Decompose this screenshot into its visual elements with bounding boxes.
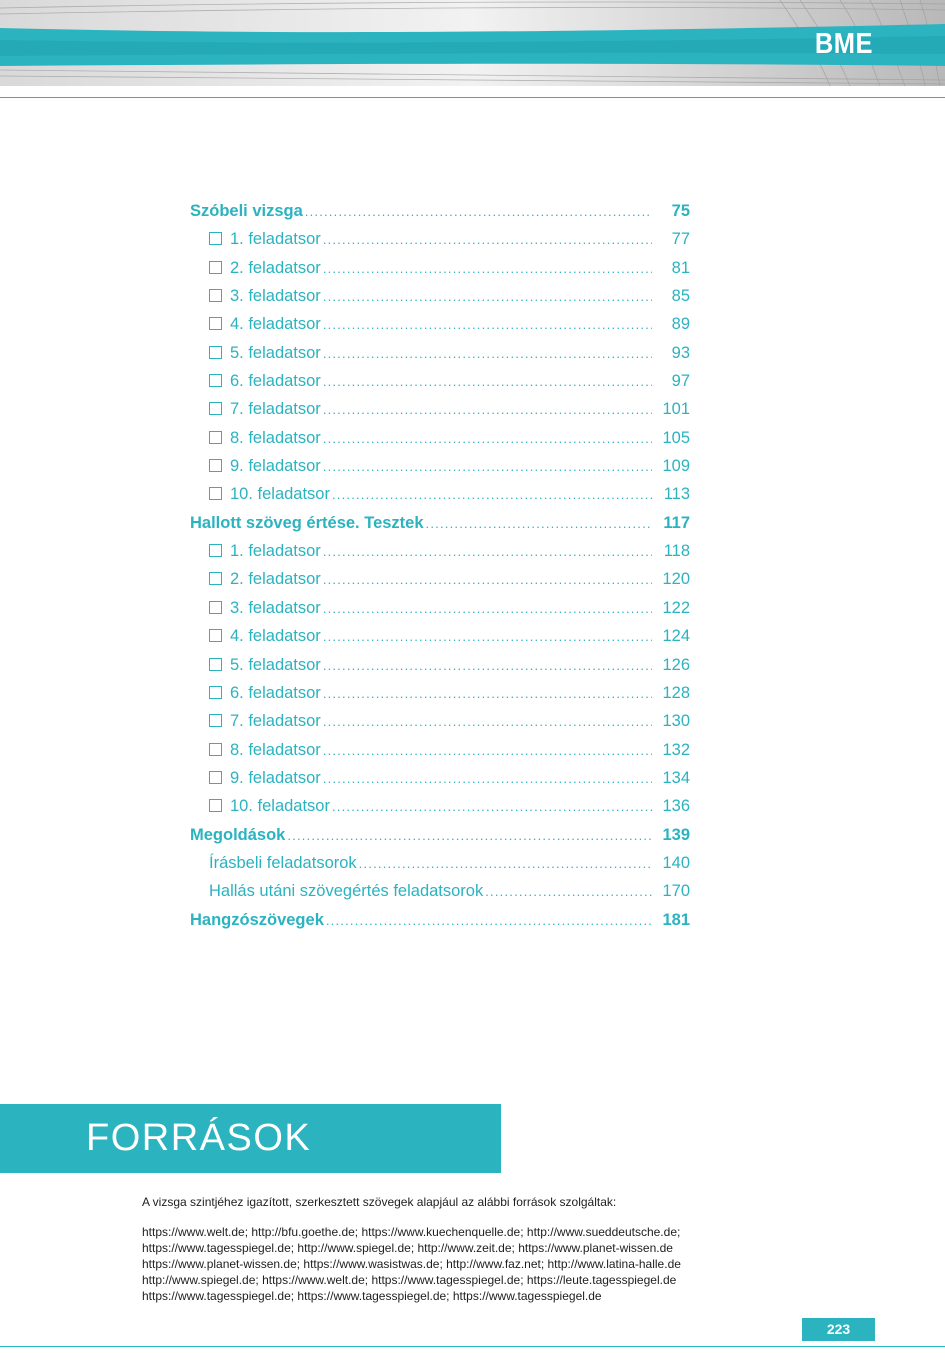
toc-entry-label: Szóbeli vizsga: [190, 202, 303, 220]
checkbox-square-icon: [209, 431, 222, 444]
toc-page-number: 118: [663, 542, 690, 561]
toc-entry-label: 9. feladatsor: [230, 457, 321, 476]
toc-entry: [190, 254, 690, 282]
toc-page-number: 170: [662, 882, 690, 901]
dot-leader: [323, 737, 652, 765]
checkbox-square-icon: [209, 572, 222, 585]
toc-entry: [190, 282, 690, 310]
brand-logo-text: BME: [814, 28, 873, 60]
checkbox-square-icon: [209, 601, 222, 614]
dot-leader: [359, 850, 652, 878]
toc-entry-label: 1. feladatsor: [230, 230, 321, 249]
toc-page-number: 117: [663, 513, 690, 532]
toc-page-number: 132: [662, 740, 690, 759]
toc-entry-label: 8. feladatsor: [230, 740, 321, 759]
toc-entry-label: 7. feladatsor: [230, 712, 321, 731]
dot-leader: [323, 226, 652, 254]
checkbox-square-icon: [209, 374, 222, 387]
dot-leader: [323, 453, 652, 481]
checkbox-square-icon: [209, 487, 222, 500]
toc-entry: [190, 707, 690, 735]
toc-page-number: 122: [662, 598, 690, 617]
toc-page-number: 105: [662, 428, 690, 447]
toc-entry-label: Hallott szöveg értése. Tesztek: [190, 513, 424, 532]
toc-entry: [190, 452, 690, 480]
toc-entry: [190, 679, 690, 707]
toc-page-number: 89: [671, 315, 690, 334]
toc-page-number: 130: [662, 712, 690, 731]
checkbox-square-icon: [209, 289, 222, 302]
sources-title: FORRÁSOK: [86, 1117, 312, 1159]
toc-page-number: 77: [671, 230, 690, 249]
footer-divider: [0, 1346, 945, 1347]
header-banner: [0, 0, 945, 100]
page-number-badge: 223: [802, 1318, 875, 1341]
toc-entry-label: 1. feladatsor: [230, 542, 321, 561]
toc-entry: [190, 424, 690, 452]
toc-page-number: 109: [662, 457, 690, 476]
dot-leader: [323, 283, 652, 311]
toc-page-number: 93: [671, 343, 690, 362]
toc-page-number: 124: [662, 627, 690, 646]
sources-intro: A vizsga szintjéhez igazított, szerkesztett szövegek alapjául az alábbi források szolgáltak:: [142, 1195, 617, 1209]
checkbox-square-icon: [209, 743, 222, 756]
checkbox-square-icon: [209, 261, 222, 274]
dot-leader: [485, 878, 652, 906]
sources-line: https://www.tagesspiegel.de; https://www.tagesspiegel.de; https://www.tagesspiegel.de: [142, 1289, 602, 1303]
toc-page-number: 126: [662, 655, 690, 674]
toc-entry: [190, 367, 690, 395]
toc-entry-label: 5. feladatsor: [230, 343, 321, 362]
dot-leader: [323, 425, 652, 453]
checkbox-square-icon: [209, 346, 222, 359]
toc-entry-label: 6. feladatsor: [230, 372, 321, 391]
toc-entry-label: 6. feladatsor: [230, 683, 321, 702]
checkbox-square-icon: [209, 402, 222, 415]
toc-entry-label: 4. feladatsor: [230, 315, 321, 334]
sources-heading-band: [0, 1104, 501, 1173]
checkbox-square-icon: [209, 714, 222, 727]
toc-entry-label: 3. feladatsor: [230, 598, 321, 617]
toc-entry-label: Megoldások: [190, 825, 286, 844]
toc-entry-label: Hallás utáni szövegértés feladatsorok: [209, 882, 484, 901]
toc-page-number: 81: [671, 258, 690, 277]
toc-page-number: 134: [662, 768, 690, 787]
checkbox-square-icon: [209, 799, 222, 812]
checkbox-square-icon: [209, 629, 222, 642]
toc-page-number: 136: [662, 797, 690, 816]
toc-page-number: 85: [671, 287, 690, 306]
dot-leader: [332, 793, 652, 821]
toc-entry: [190, 622, 690, 650]
toc-entry: [190, 792, 690, 820]
dot-leader: [323, 765, 652, 793]
dot-leader: [323, 652, 652, 680]
checkbox-square-icon: [209, 771, 222, 784]
toc-entry: [190, 849, 690, 877]
dot-leader: [323, 538, 652, 566]
toc-section-entry: [190, 821, 690, 849]
dot-leader: [426, 510, 652, 538]
toc-entry: [190, 225, 690, 253]
toc-section-entry: [190, 906, 690, 934]
dot-leader: [323, 340, 652, 368]
toc-page-number: 140: [662, 853, 690, 872]
toc-section-entry: [190, 197, 690, 225]
toc-entry: [190, 736, 690, 764]
sources-line: https://www.planet-wissen.de; https://www.wasistwas.de; http://www.faz.net; http://www.latina-halle.de: [142, 1257, 681, 1271]
sources-line: https://www.welt.de; http://bfu.goethe.de; https://www.kuechenquelle.de; http://www.sueddeutsche.de;: [142, 1225, 681, 1239]
table-of-contents: [190, 197, 690, 934]
dot-leader: [287, 822, 652, 850]
dot-leader: [323, 566, 652, 594]
toc-entry: [190, 764, 690, 792]
dot-leader: [323, 680, 652, 708]
toc-entry-label: 2. feladatsor: [230, 570, 321, 589]
toc-entry-label: 9. feladatsor: [230, 768, 321, 787]
toc-page-number: 97: [671, 372, 690, 391]
toc-page-number: 139: [662, 825, 690, 844]
toc-entry: [190, 651, 690, 679]
dot-leader: [323, 368, 652, 396]
toc-entry-label: Írásbeli feladatsorok: [209, 853, 357, 872]
checkbox-square-icon: [209, 686, 222, 699]
toc-entry-label: 2. feladatsor: [230, 258, 321, 277]
dot-leader: [332, 481, 652, 509]
toc-entry-label: 7. feladatsor: [230, 400, 321, 419]
toc-entry: [190, 395, 690, 423]
checkbox-square-icon: [209, 459, 222, 472]
toc-section-entry: [190, 509, 690, 537]
checkbox-square-icon: [209, 658, 222, 671]
dot-leader: [323, 623, 652, 651]
book-pages-illustration: [0, 0, 945, 100]
toc-entry-label: 3. feladatsor: [230, 287, 321, 306]
toc-page-number: 120: [662, 570, 690, 589]
toc-entry: [190, 537, 690, 565]
dot-leader: [323, 311, 652, 339]
toc-entry: [190, 339, 690, 367]
dot-leader: [305, 198, 652, 226]
toc-entry-label: 10. feladatsor: [230, 797, 330, 816]
checkbox-square-icon: [209, 232, 222, 245]
toc-entry-label: 4. feladatsor: [230, 627, 321, 646]
toc-entry: [190, 877, 690, 905]
toc-entry-label: 8. feladatsor: [230, 428, 321, 447]
dot-leader: [326, 907, 652, 935]
toc-entry: [190, 565, 690, 593]
toc-entry-label: 5. feladatsor: [230, 655, 321, 674]
sources-list: [142, 1224, 762, 1304]
sources-line: https://www.tagesspiegel.de; http://www.spiegel.de; http://www.zeit.de; https://www.planet-wissen.de: [142, 1241, 673, 1255]
toc-entry-label: Hangzószövegek: [190, 910, 324, 929]
toc-page-number: 113: [663, 485, 690, 504]
toc-entry-label: 10. feladatsor: [230, 485, 330, 504]
dot-leader: [323, 255, 652, 283]
sources-line: http://www.spiegel.de; https://www.welt.de; https://www.tagesspiegel.de; https://leute.tagesspiegel.de: [142, 1273, 677, 1287]
toc-page-number: 128: [662, 683, 690, 702]
toc-page-number: 101: [662, 400, 690, 419]
toc-entry: [190, 310, 690, 338]
dot-leader: [323, 396, 652, 424]
toc-page-number: 181: [662, 910, 690, 929]
toc-page-number: 75: [671, 202, 690, 220]
checkbox-square-icon: [209, 317, 222, 330]
dot-leader: [323, 595, 652, 623]
toc-entry: [190, 480, 690, 508]
toc-entry: [190, 594, 690, 622]
checkbox-square-icon: [209, 544, 222, 557]
dot-leader: [323, 708, 652, 736]
